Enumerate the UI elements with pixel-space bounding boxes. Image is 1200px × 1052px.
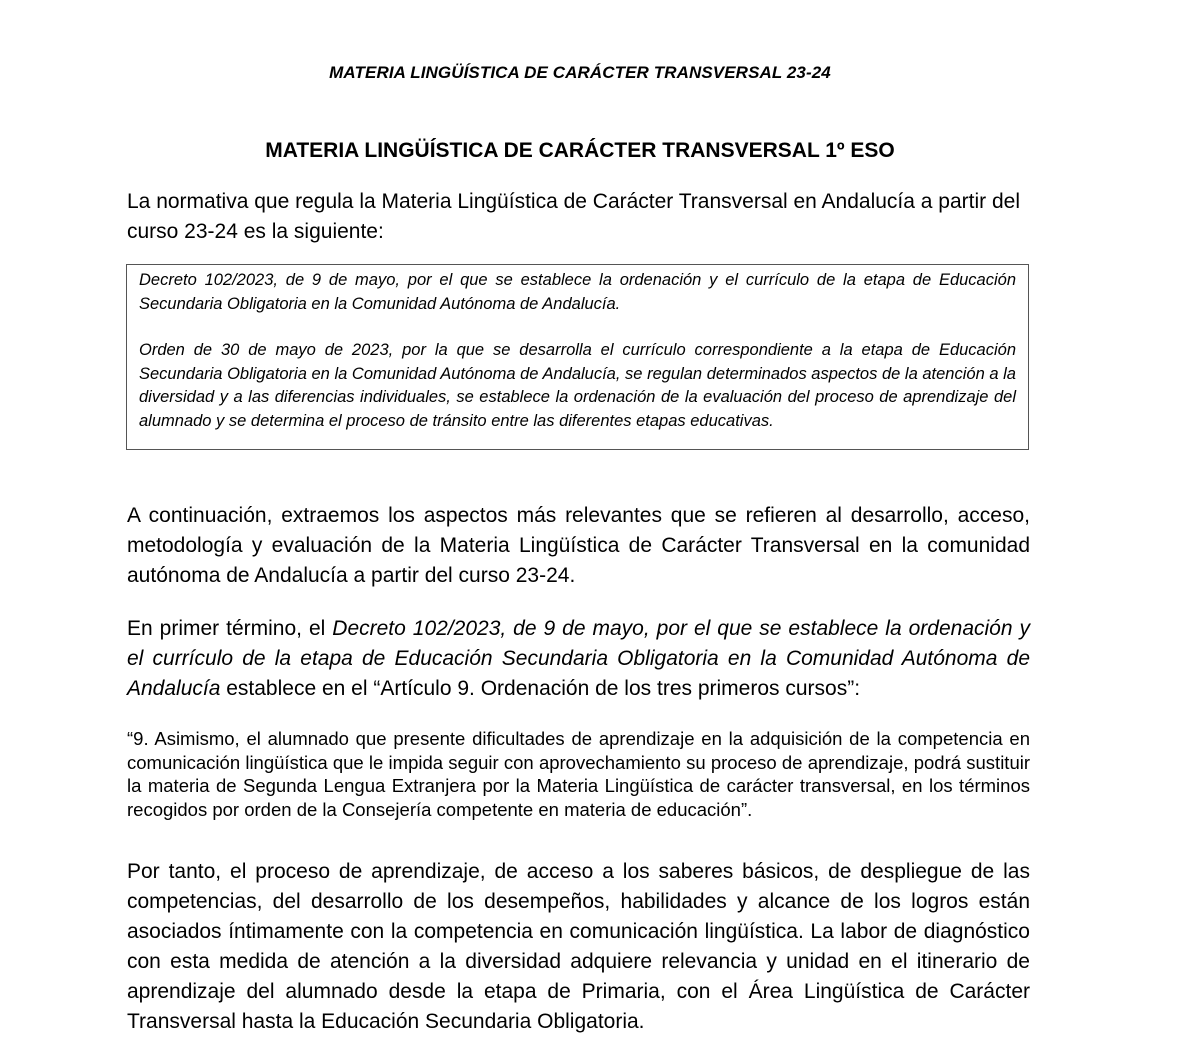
section-title: MATERIA LINGÜÍSTICA DE CARÁCTER TRANSVERSAL 1º ESO <box>265 139 895 162</box>
first-term-paragraph <box>127 614 1030 704</box>
decree-title-inline: Decreto 102/2023, de 9 de mayo, por el que se establece la ordenación y el currículo de la etapa de Educación Secundaria Obligatoria en la Comunidad Autónoma de Andalucía <box>127 617 1031 700</box>
article-quote: “9. Asimismo, el alumnado que presente dificultades de aprendizaje en la adquisición de la competencia en comunicación lingüística que le impida seguir con aprovechamiento su proceso de aprendizaje, podrá sustituir la materia de Segunda Lengua Extranjera por la Materia Lingüística de carácter transversal, en los términos recogidos por orden de la Consejería competente en materia de educación”. <box>127 728 1030 820</box>
intro-paragraph: La normativa que regula la Materia Lingüística de Carácter Transversal en Andalucía a partir del curso 23-24 es la siguiente: <box>127 190 1020 243</box>
therefore-paragraph: Por tanto, el proceso de aprendizaje, de acceso a los saberes básicos, de despliegue de las competencias, del desarrollo de los desempeños, habilidades y alcance de los logros están asociados íntimamente con la competencia en comunicación lingüística. La labor de diagnóstico con esta medida de atención a la diversidad adquiere relevancia y unidad en el itinerario de aprendizaje del alumnado desde la etapa de Primaria, con el Área Lingüística de Carácter Transversal hasta la Educación Secundaria Obligatoria. <box>127 860 1030 1033</box>
first-term-lead: En primer término, el <box>127 617 333 640</box>
legal-references-box <box>126 264 1029 450</box>
page-header: MATERIA LINGÜÍSTICA DE CARÁCTER TRANSVERSAL 23-24 <box>329 63 831 82</box>
decree-reference: Decreto 102/2023, de 9 de mayo, por el que se establece la ordenación y el currículo de la etapa de Educación Secundaria Obligatoria en la Comunidad Autónoma de Andalucía. <box>139 271 1016 313</box>
first-term-tail: establece en el “Artículo 9. Ordenación de los tres primeros cursos”: <box>220 677 861 700</box>
extract-paragraph: A continuación, extraemos los aspectos más relevantes que se refieren al desarrollo, acceso, metodología y evaluación de la Materia Lingüística de Carácter Transversal en la comunidad autónoma de Andalucía a partir del curso 23-24. <box>127 504 1030 587</box>
order-reference: Orden de 30 de mayo de 2023, por la que se desarrolla el currículo correspondiente a la etapa de Educación Secundaria Obligatoria en la Comunidad Autónoma de Andalucía, se regulan determinados aspectos de la atención a la diversidad y a las diferencias individuales, se establece la ordenación de la evaluación del proceso de aprendizaje del alumnado y se determina el proceso de tránsito entre las diferentes etapas educativas. <box>139 341 1016 430</box>
